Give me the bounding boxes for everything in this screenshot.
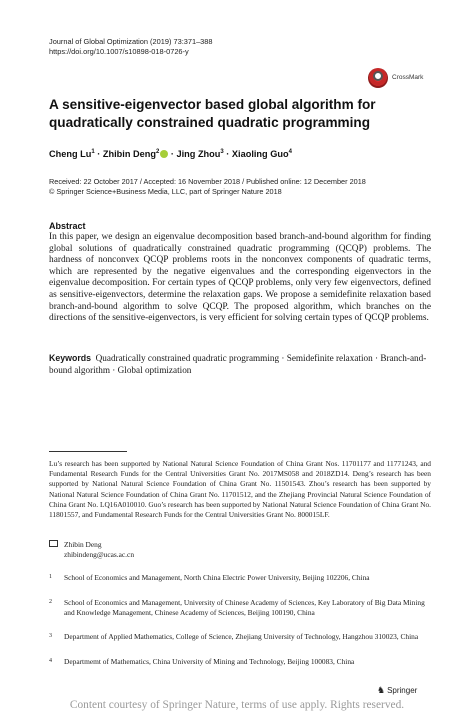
copyright-line: © Springer Science+Business Media, LLC, part of Springer Nature 2018: [49, 187, 282, 196]
abstract-text: In this paper, we design an eigenvalue decomposition based branch-and-bound algorithm for finding global solutions of quadratically constrained quadratic programming (QCQP) problems. The hardness of nonconvex QCQP problems roots in the nonconvex components of quadratic terms, which are represented by the negative eigenvalues and the corresponding eigenvectors in the eigenvalue decomposition. For certain types of QCQP problems, only very few eigenvectors, defined as sensitive-eigenvectors, determine the relaxation gaps. We propose a semidefinite relaxation based branch-and-bound algorithm to solve QCQP. The proposed algorithm, which branches on the directions of the sensitive-eigenvectors, is very efficient for solving certain types of QCQP problems.: [49, 232, 431, 324]
envelope-icon: [49, 540, 58, 547]
affiliation: 2 School of Economics and Management, University of Chinese Academy of Sciences, Key Laboratory of Big Data Mining and Knowledge Management, Chinese Academy of Sciences, Beijing 100190, China: [49, 598, 425, 617]
journal-header: [49, 37, 213, 57]
funding-footnote: Lu’s research has been supported by National Natural Science Foundation of China Grant Nos. 11701177 and 11771243, and Fundamental Research Funds for the Central Universities Grant No. 2017MS058 and 2018ZD14. Deng’s research has been supported by National Natural Science Foundation of China Grant No. 11501543. Zhou’s research has been supported by National Natural Science Foundation of China Grant No. 11701512, and the Zhejiang Provincial Natural Science Foundation of China Grant No. LQ16A010010. Guo’s research has been supported by National Natural Science Foundation of China Grant No. 11801557, and Fundamental Research Funds for the Central Universities Grant No. 800015LF.: [49, 459, 431, 520]
keywords-label: Keywords: [49, 353, 92, 363]
chess-knight-icon: ♞: [377, 685, 386, 695]
author-name[interactable]: Zhibin Deng: [102, 149, 156, 160]
paper-title: A sensitive-eigenvector based global algorithm for quadratically constrained quadratic programming: [49, 97, 376, 130]
crossmark-label: CrossMark: [392, 74, 424, 81]
affiliation: 3 Department of Applied Mathematics, College of Science, Zhejiang University of Technology, Hangzhou 310023, China: [49, 632, 419, 641]
springer-logo: ♞ Springer: [377, 685, 418, 695]
corresponding-author: [49, 540, 134, 560]
corresponding-name: Zhibin Deng: [64, 540, 102, 549]
author-list: Cheng Lu$^1$ · Zhibin Deng$^2$ · Jing Zhou$^3$ · Xiaoling Guo$^4$: [49, 149, 292, 160]
courtesy-notice: Content courtesy of Springer Nature, terms of use apply. Rights reserved.: [69, 699, 405, 711]
abstract-heading: Abstract: [49, 221, 86, 231]
affiliation: 4 Departmemt of Mathematics, China University of Mining and Technology, Beijing 100083, China: [49, 657, 355, 666]
history-line: Received: 22 October 2017 / Accepted: 16 November 2018 / Published online: 12 December 2018: [49, 177, 366, 186]
author-name[interactable]: Cheng Lu: [49, 149, 92, 160]
corresponding-email[interactable]: zhibindeng@ucas.ac.cn: [64, 550, 135, 559]
keywords-text: Quadratically constrained quadratic programming · Semidefinite relaxation · Branch-and-bound algorithm · Global optimization: [49, 353, 427, 375]
orcid-icon[interactable]: [160, 150, 168, 158]
keywords: [49, 352, 431, 376]
footnote-rule: [49, 451, 127, 452]
crossmark-badge[interactable]: [368, 68, 438, 90]
doi-link[interactable]: https://doi.org/10.1007/s10898-018-0726-y: [49, 47, 189, 56]
author-name[interactable]: Jing Zhou: [176, 149, 221, 160]
affiliation: 1 School of Economics and Management, North China Electric Power University, Beijing 102206, China: [49, 573, 370, 582]
publication-dates: [49, 177, 366, 197]
author-name[interactable]: Xiaoling Guo: [231, 149, 289, 160]
crossmark-icon: [368, 68, 388, 88]
journal-citation: Journal of Global Optimization (2019) 73:371–388: [49, 37, 213, 46]
